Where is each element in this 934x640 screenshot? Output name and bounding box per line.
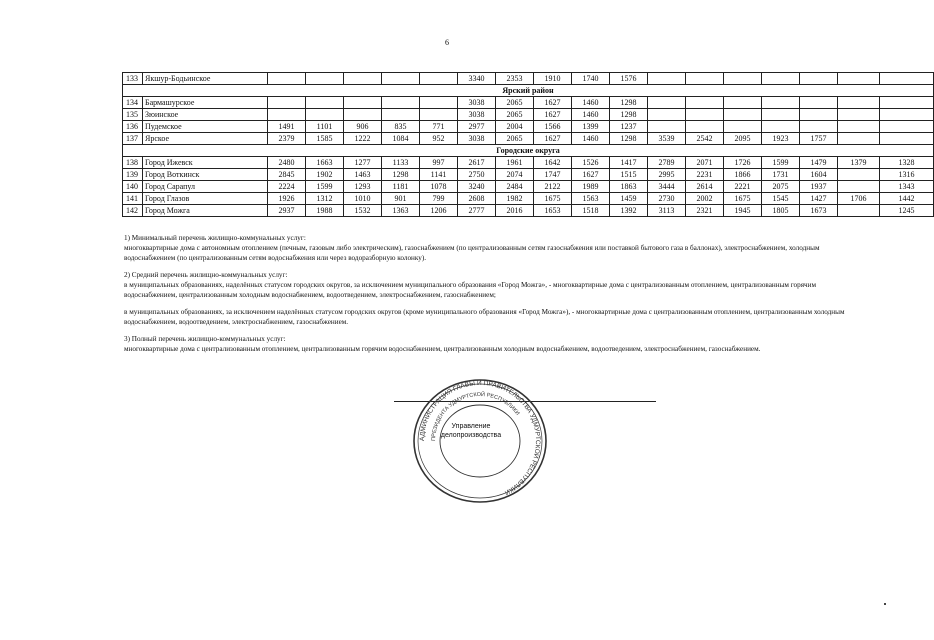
value-cell: 1566 [534, 121, 572, 133]
value-cell: 1312 [306, 193, 344, 205]
value-cell: 3444 [648, 181, 686, 193]
value-cell: 1459 [610, 193, 648, 205]
value-cell: 2617 [458, 157, 496, 169]
value-cell: 2221 [724, 181, 762, 193]
value-cell [382, 109, 420, 121]
value-cell: 1277 [344, 157, 382, 169]
value-cell [344, 73, 382, 85]
value-cell: 2845 [268, 169, 306, 181]
municipality-name: Город Сарапул [143, 181, 268, 193]
value-cell: 1585 [306, 133, 344, 145]
value-cell: 1988 [306, 205, 344, 217]
municipality-name: Зюинское [143, 109, 268, 121]
value-cell: 2074 [496, 169, 534, 181]
value-cell [306, 73, 344, 85]
value-cell: 1460 [572, 133, 610, 145]
row-number: 135 [123, 109, 143, 121]
value-cell [880, 109, 934, 121]
value-cell: 906 [344, 121, 382, 133]
value-cell: 1902 [306, 169, 344, 181]
row-number: 133 [123, 73, 143, 85]
municipality-name: Город Можга [143, 205, 268, 217]
value-cell: 2002 [686, 193, 724, 205]
value-cell: 3113 [648, 205, 686, 217]
value-cell: 1392 [610, 205, 648, 217]
value-cell [724, 97, 762, 109]
value-cell: 3240 [458, 181, 496, 193]
value-cell [762, 121, 800, 133]
value-cell: 1627 [534, 133, 572, 145]
table-row [123, 97, 934, 109]
value-cell: 1427 [800, 193, 838, 205]
value-cell [306, 97, 344, 109]
value-cell: 2065 [496, 133, 534, 145]
value-cell [724, 73, 762, 85]
value-cell [762, 109, 800, 121]
rent-table [122, 72, 934, 217]
value-cell [838, 133, 880, 145]
value-cell [838, 109, 880, 121]
note-1-title: 1) Минимальный перечень жилищно-коммунальных услуг: [124, 234, 306, 242]
value-cell: 1747 [534, 169, 572, 181]
value-cell: 1141 [420, 169, 458, 181]
value-cell: 1298 [382, 169, 420, 181]
value-cell [686, 73, 724, 85]
value-cell: 2789 [648, 157, 686, 169]
row-number: 138 [123, 157, 143, 169]
value-cell: 1642 [534, 157, 572, 169]
page-number: 6 [445, 38, 449, 47]
row-number: 139 [123, 169, 143, 181]
note-2-title: 2) Средний перечень жилищно-коммунальных услуг: [124, 271, 288, 279]
value-cell [420, 109, 458, 121]
value-cell [306, 109, 344, 121]
value-cell: 1491 [268, 121, 306, 133]
value-cell: 1463 [344, 169, 382, 181]
value-cell: 997 [420, 157, 458, 169]
value-cell: 1343 [880, 181, 934, 193]
value-cell: 3539 [648, 133, 686, 145]
value-cell: 3038 [458, 97, 496, 109]
value-cell: 1181 [382, 181, 420, 193]
value-cell: 2353 [496, 73, 534, 85]
municipality-name: Город Воткинск [143, 169, 268, 181]
note-2-text-a: в муниципальных образованиях, наделённых статусом городских округов, за исключением муниципального образования «Город Можга», - многоквартирные дома с централизованным отоплением, централизованным горячим водоснабжением, централизованным холодным водоснабжением, водоотведением, электроснабжением, газоснабжением; [124, 281, 817, 299]
value-cell: 1599 [306, 181, 344, 193]
table-row [123, 157, 934, 169]
value-cell: 2071 [686, 157, 724, 169]
value-cell: 1805 [762, 205, 800, 217]
value-cell: 1379 [838, 157, 880, 169]
value-cell: 1937 [800, 181, 838, 193]
value-cell: 1863 [610, 181, 648, 193]
value-cell: 835 [382, 121, 420, 133]
value-cell [838, 97, 880, 109]
table-row [123, 169, 934, 181]
value-cell: 1442 [880, 193, 934, 205]
value-cell: 1222 [344, 133, 382, 145]
value-cell [686, 97, 724, 109]
value-cell: 1316 [880, 169, 934, 181]
note-3-text: многоквартирные дома с централизованным отоплением, централизованным горячим водоснабжением, централизованным холодным водоснабжением, водоотведением, электроснабжением, газоснабжением. [124, 345, 761, 353]
municipality-name: Город Глазов [143, 193, 268, 205]
table-row [123, 193, 934, 205]
value-cell [880, 121, 934, 133]
value-cell: 1989 [572, 181, 610, 193]
table-row [123, 121, 934, 133]
value-cell: 1706 [838, 193, 880, 205]
row-number: 140 [123, 181, 143, 193]
value-cell: 1945 [724, 205, 762, 217]
value-cell [648, 109, 686, 121]
row-number: 141 [123, 193, 143, 205]
row-number: 136 [123, 121, 143, 133]
value-cell: 1084 [382, 133, 420, 145]
value-cell [420, 97, 458, 109]
value-cell [382, 97, 420, 109]
value-cell: 2937 [268, 205, 306, 217]
value-cell: 1526 [572, 157, 610, 169]
value-cell: 1576 [610, 73, 648, 85]
value-cell [268, 73, 306, 85]
value-cell: 2542 [686, 133, 724, 145]
value-cell: 1460 [572, 109, 610, 121]
value-cell [762, 97, 800, 109]
value-cell [686, 109, 724, 121]
value-cell: 1961 [496, 157, 534, 169]
value-cell: 1923 [762, 133, 800, 145]
value-cell [800, 109, 838, 121]
value-cell: 1460 [572, 97, 610, 109]
value-cell [838, 181, 880, 193]
value-cell: 1101 [306, 121, 344, 133]
value-cell: 2730 [648, 193, 686, 205]
value-cell: 1653 [534, 205, 572, 217]
value-cell: 3038 [458, 133, 496, 145]
value-cell: 2995 [648, 169, 686, 181]
value-cell: 3340 [458, 73, 496, 85]
value-cell: 2614 [686, 181, 724, 193]
value-cell: 1982 [496, 193, 534, 205]
table-row [123, 205, 934, 217]
value-cell: 1663 [306, 157, 344, 169]
value-cell [838, 205, 880, 217]
value-cell [648, 121, 686, 133]
row-number: 137 [123, 133, 143, 145]
value-cell: 2016 [496, 205, 534, 217]
value-cell: 901 [382, 193, 420, 205]
value-cell: 1206 [420, 205, 458, 217]
municipality-name: Ярское [143, 133, 268, 145]
value-cell: 1293 [344, 181, 382, 193]
value-cell: 2231 [686, 169, 724, 181]
seal-inner-text: ПРЕЗИДЕНТА УДМУРТСКОЙ РЕСПУБЛИКИ [430, 391, 521, 442]
table-row [123, 133, 934, 145]
value-cell: 1726 [724, 157, 762, 169]
value-cell: 2777 [458, 205, 496, 217]
value-cell: 3038 [458, 109, 496, 121]
value-cell [800, 121, 838, 133]
value-cell: 1627 [534, 97, 572, 109]
value-cell: 1545 [762, 193, 800, 205]
value-cell [420, 73, 458, 85]
value-cell: 1515 [610, 169, 648, 181]
value-cell: 2122 [534, 181, 572, 193]
value-cell: 1518 [572, 205, 610, 217]
value-cell: 1078 [420, 181, 458, 193]
value-cell: 2065 [496, 109, 534, 121]
value-cell: 2065 [496, 97, 534, 109]
section-row [123, 85, 934, 97]
value-cell: 1599 [762, 157, 800, 169]
value-cell: 1532 [344, 205, 382, 217]
value-cell: 2004 [496, 121, 534, 133]
table-row [123, 181, 934, 193]
value-cell [344, 109, 382, 121]
value-cell: 2379 [268, 133, 306, 145]
value-cell: 771 [420, 121, 458, 133]
value-cell: 952 [420, 133, 458, 145]
seal-outer-text: АДМИНИСТРАЦИЯ ГЛАВЫ И ПРАВИТЕЛЬСТВА УДМУРТСКОЙ РЕСПУБЛИКИ [418, 379, 542, 496]
value-cell: 1740 [572, 73, 610, 85]
municipality-name: Город Ижевск [143, 157, 268, 169]
value-cell: 1479 [800, 157, 838, 169]
official-seal [409, 377, 551, 505]
value-cell: 2977 [458, 121, 496, 133]
scan-dot [884, 603, 886, 605]
value-cell [724, 109, 762, 121]
municipality-name: Якшур-Бодьинское [143, 73, 268, 85]
value-cell: 1926 [268, 193, 306, 205]
value-cell [880, 97, 934, 109]
value-cell [648, 97, 686, 109]
section-title: Ярский район [123, 85, 934, 97]
value-cell [838, 73, 880, 85]
value-cell [838, 121, 880, 133]
row-number: 142 [123, 205, 143, 217]
value-cell: 1673 [800, 205, 838, 217]
value-cell: 1604 [800, 169, 838, 181]
notes-section [124, 233, 864, 354]
value-cell [686, 121, 724, 133]
value-cell: 799 [420, 193, 458, 205]
value-cell: 1298 [610, 133, 648, 145]
note-2-text-b: в муниципальных образованиях, за исключением наделённых статусом городских округов (кроме муниципального образования «Город Можга»), - многоквартирные дома с централизованным отоплением, централизованным холодным водоснабжением, водоотведением, электроснабжением, газоснабжением. [124, 308, 845, 326]
seal-center-text: Управление делопроизводства [440, 423, 502, 439]
value-cell: 1675 [534, 193, 572, 205]
value-cell: 1010 [344, 193, 382, 205]
row-number: 134 [123, 97, 143, 109]
value-cell: 1627 [572, 169, 610, 181]
note-3-title: 3) Полный перечень жилищно-коммунальных услуг: [124, 335, 286, 343]
value-cell [880, 133, 934, 145]
value-cell [724, 121, 762, 133]
value-cell [762, 73, 800, 85]
value-cell: 1399 [572, 121, 610, 133]
value-cell [800, 97, 838, 109]
value-cell: 2095 [724, 133, 762, 145]
value-cell: 1133 [382, 157, 420, 169]
value-cell: 2484 [496, 181, 534, 193]
value-cell: 2075 [762, 181, 800, 193]
section-row [123, 145, 934, 157]
value-cell [268, 97, 306, 109]
value-cell [880, 73, 934, 85]
value-cell: 1245 [880, 205, 934, 217]
value-cell: 1328 [880, 157, 934, 169]
value-cell [382, 73, 420, 85]
value-cell [268, 109, 306, 121]
value-cell: 2750 [458, 169, 496, 181]
municipality-name: Пудемское [143, 121, 268, 133]
value-cell [648, 73, 686, 85]
note-1-text: многоквартирные дома с автономным отоплением (печным, газовым либо электрическим), газоснабжением (по централизованным сетям газоснабжения или поставкой бытового газа в баллонах), электроснабжением, холодным водоснабжением (по централизованным сетям водоснабжения или через водоразборную колонку). [124, 244, 820, 262]
value-cell: 1298 [610, 109, 648, 121]
value-cell: 1563 [572, 193, 610, 205]
value-cell: 1757 [800, 133, 838, 145]
value-cell: 1627 [534, 109, 572, 121]
value-cell: 1866 [724, 169, 762, 181]
value-cell [838, 169, 880, 181]
value-cell [800, 73, 838, 85]
municipality-name: Бармашурское [143, 97, 268, 109]
value-cell: 1298 [610, 97, 648, 109]
value-cell: 1675 [724, 193, 762, 205]
value-cell: 2608 [458, 193, 496, 205]
value-cell: 1731 [762, 169, 800, 181]
table-row [123, 73, 934, 85]
value-cell: 1910 [534, 73, 572, 85]
value-cell: 2480 [268, 157, 306, 169]
table-row [123, 109, 934, 121]
section-title: Городские округа [123, 145, 934, 157]
value-cell: 1237 [610, 121, 648, 133]
value-cell [344, 97, 382, 109]
value-cell: 1363 [382, 205, 420, 217]
value-cell: 1417 [610, 157, 648, 169]
value-cell: 2321 [686, 205, 724, 217]
value-cell: 2224 [268, 181, 306, 193]
